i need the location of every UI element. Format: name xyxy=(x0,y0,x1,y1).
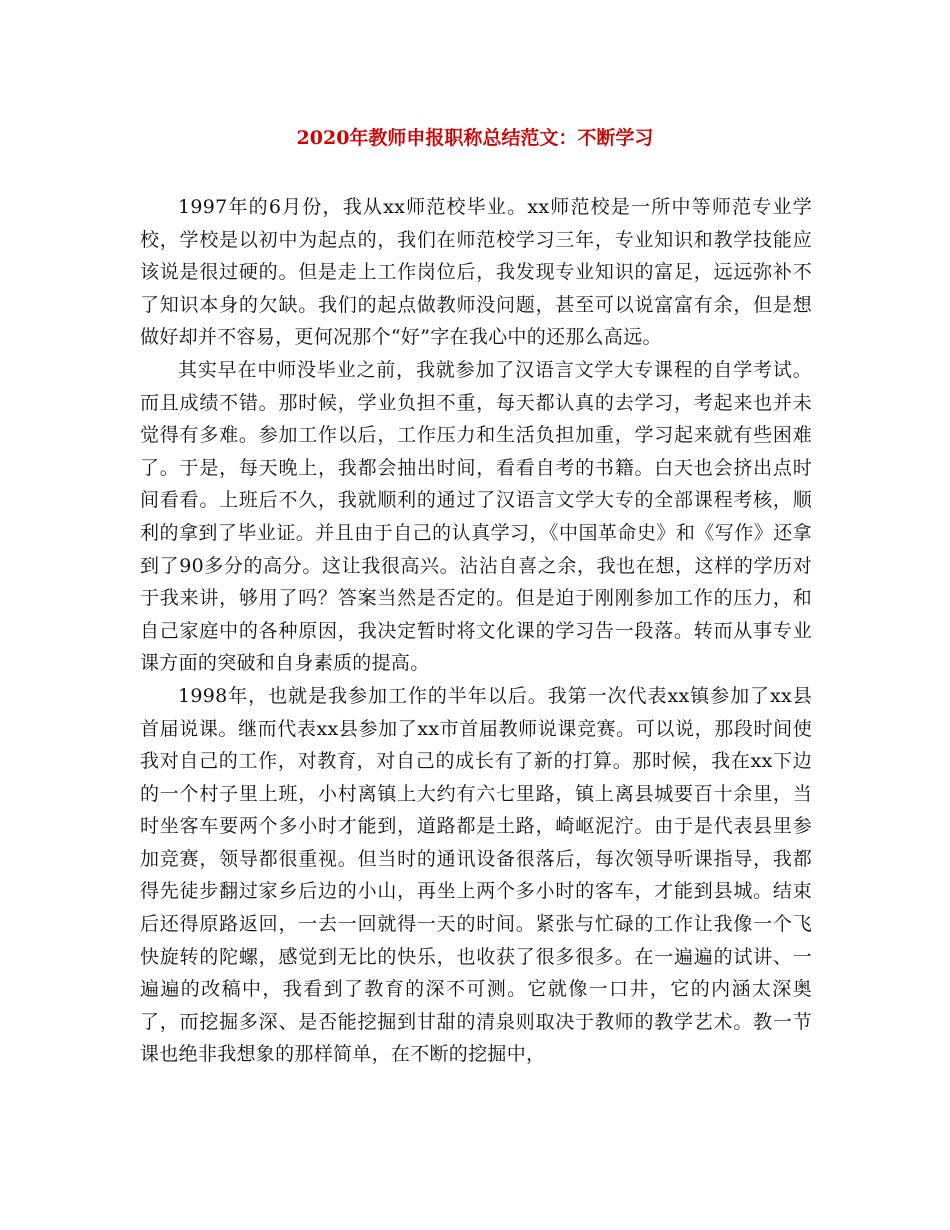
paragraph-3: 1998年，也就是我参加工作的半年以后。我第一次代表xx镇参加了xx县首届说课。继而代表xx县参加了xx市首届教师说课竞赛。可以说，那段时间使我对自己的工作，对教育，对自己的成长有了新的打算。那时候，我在xx下边的一个村子里上班，小村离镇上大约有六七里路，镇上离县城要百十余里，当时坐客车要两个多小时才能到，道路都是土路，崎岖泥泞。由于是代表县里参加竞赛，领导都很重视。但当时的通讯设备很落后，每次领导听课指导，我都得先徒步翻过家乡后边的小山，再坐上两个多小时的客车，才能到县城。结束后还得原路返回，一去一回就得一天的时间。紧张与忙碌的工作让我像一个飞快旋转的陀螺，感觉到无比的快乐，也收获了很多很多。在一遍遍的试讲、一遍遍的改稿中，我看到了教育的深不可测。它就像一口井，它的内涵太深奥了，而挖掘多深、是否能挖掘到甘甜的清泉则取决于教师的教学艺术。教一节课也绝非我想象的那样简单，在不断的挖掘中， xyxy=(140,684,812,1066)
document-body xyxy=(140,191,812,1071)
paragraph-2: 其实早在中师没毕业之前，我就参加了汉语言文学大专课程的自学考试。而且成绩不错。那时候，学业负担不重，每天都认真的去学习，考起来也并未觉得有多难。参加工作以后，工作压力和生活负担加重，学习起来就有些困难了。于是，每天晚上，我都会抽出时间，看看自考的书籍。白天也会挤出点时间看看。上班后不久，我就顺利的通过了汉语言文学大专的全部课程考核，顺利的拿到了毕业证。并且由于自己的认真学习，《中国革命史》和《写作》还拿到了90多分的高分。这让我很高兴。沾沾自喜之余，我也在想，这样的学历对于我来讲，够用了吗？答案当然是否定的。但是迫于刚刚参加工作的压力，和自己家庭中的各种原因，我决定暂时将文化课的学习告一段落。转而从事专业课方面的突破和自身素质的提高。 xyxy=(140,358,812,675)
document-title: 2020年教师申报职称总结范文：不断学习 xyxy=(296,127,654,149)
paragraph-1: 1997年的6月份，我从xx师范校毕业。xx师范校是一所中等师范专业学校，学校是以初中为起点的，我们在师范校学习三年，专业知识和教学技能应该说是很过硬的。但是走上工作岗位后，我发现专业知识的富足，远远弥补不了知识本身的欠缺。我们的起点做教师没问题，甚至可以说富富有余，但是想做好却并不容易，更何况那个“好”字在我心中的还那么高远。 xyxy=(140,196,812,349)
